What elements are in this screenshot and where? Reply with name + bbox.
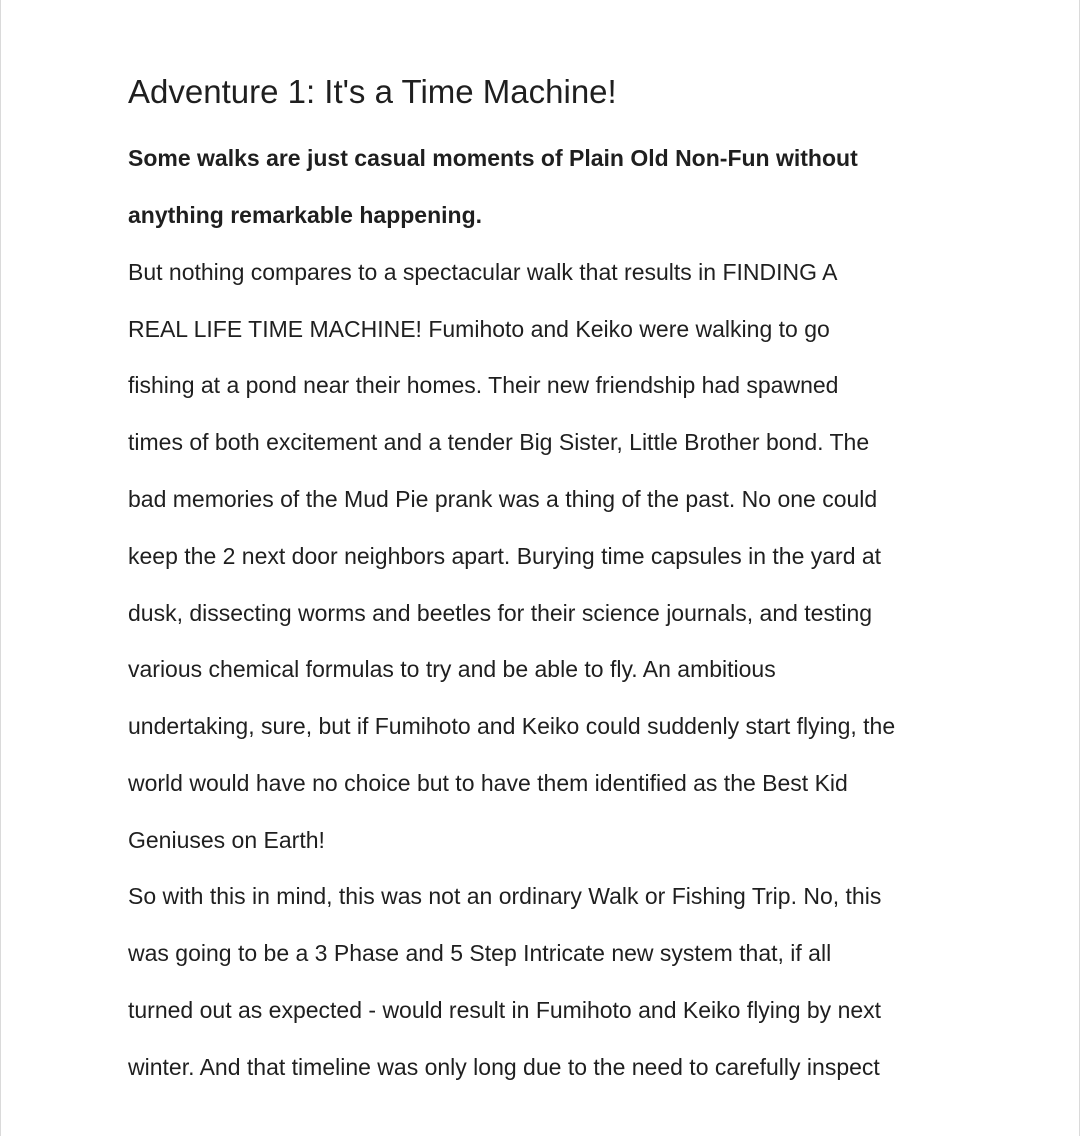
paragraph-line: undertaking, sure, but if Fumihoto and Keiko could suddenly start flying, the	[128, 713, 896, 739]
paragraph-line: So with this in mind, this was not an ordinary Walk or Fishing Trip. No, this	[128, 883, 882, 909]
paragraph-line: REAL LIFE TIME MACHINE! Fumihoto and Keiko were walking to go	[128, 316, 830, 342]
paragraph-line: turned out as expected - would result in Fumihoto and Keiko flying by next	[128, 997, 882, 1023]
paragraph-line: times of both excitement and a tender Big Sister, Little Brother bond. The	[128, 429, 870, 455]
paragraph-line: keep the 2 next door neighbors apart. Burying time capsules in the yard at	[128, 543, 882, 569]
paragraph-line: winter. And that timeline was only long due to the need to carefully inspect	[128, 1054, 880, 1080]
paragraph-line: dusk, dissecting worms and beetles for their science journals, and testing	[128, 600, 873, 626]
paragraph-line: anything remarkable happening.	[128, 202, 483, 228]
document-title: Adventure 1: It's a Time Machine!	[128, 73, 617, 110]
paragraph-line: But nothing compares to a spectacular walk that results in FINDING A	[128, 259, 838, 285]
paragraph-line: Some walks are just casual moments of Plain Old Non-Fun without	[128, 145, 858, 171]
paragraph-line: various chemical formulas to try and be able to fly. An ambitious	[128, 656, 776, 682]
paragraph-line: was going to be a 3 Phase and 5 Step Intricate new system that, if all	[128, 940, 832, 966]
paragraph-line: fishing at a pond near their homes. Their new friendship had spawned	[128, 372, 839, 398]
paragraph-line: bad memories of the Mud Pie prank was a thing of the past. No one could	[128, 486, 878, 512]
paragraph-line: Geniuses on Earth!	[128, 827, 325, 853]
paragraph-line: world would have no choice but to have them identified as the Best Kid	[128, 770, 848, 796]
